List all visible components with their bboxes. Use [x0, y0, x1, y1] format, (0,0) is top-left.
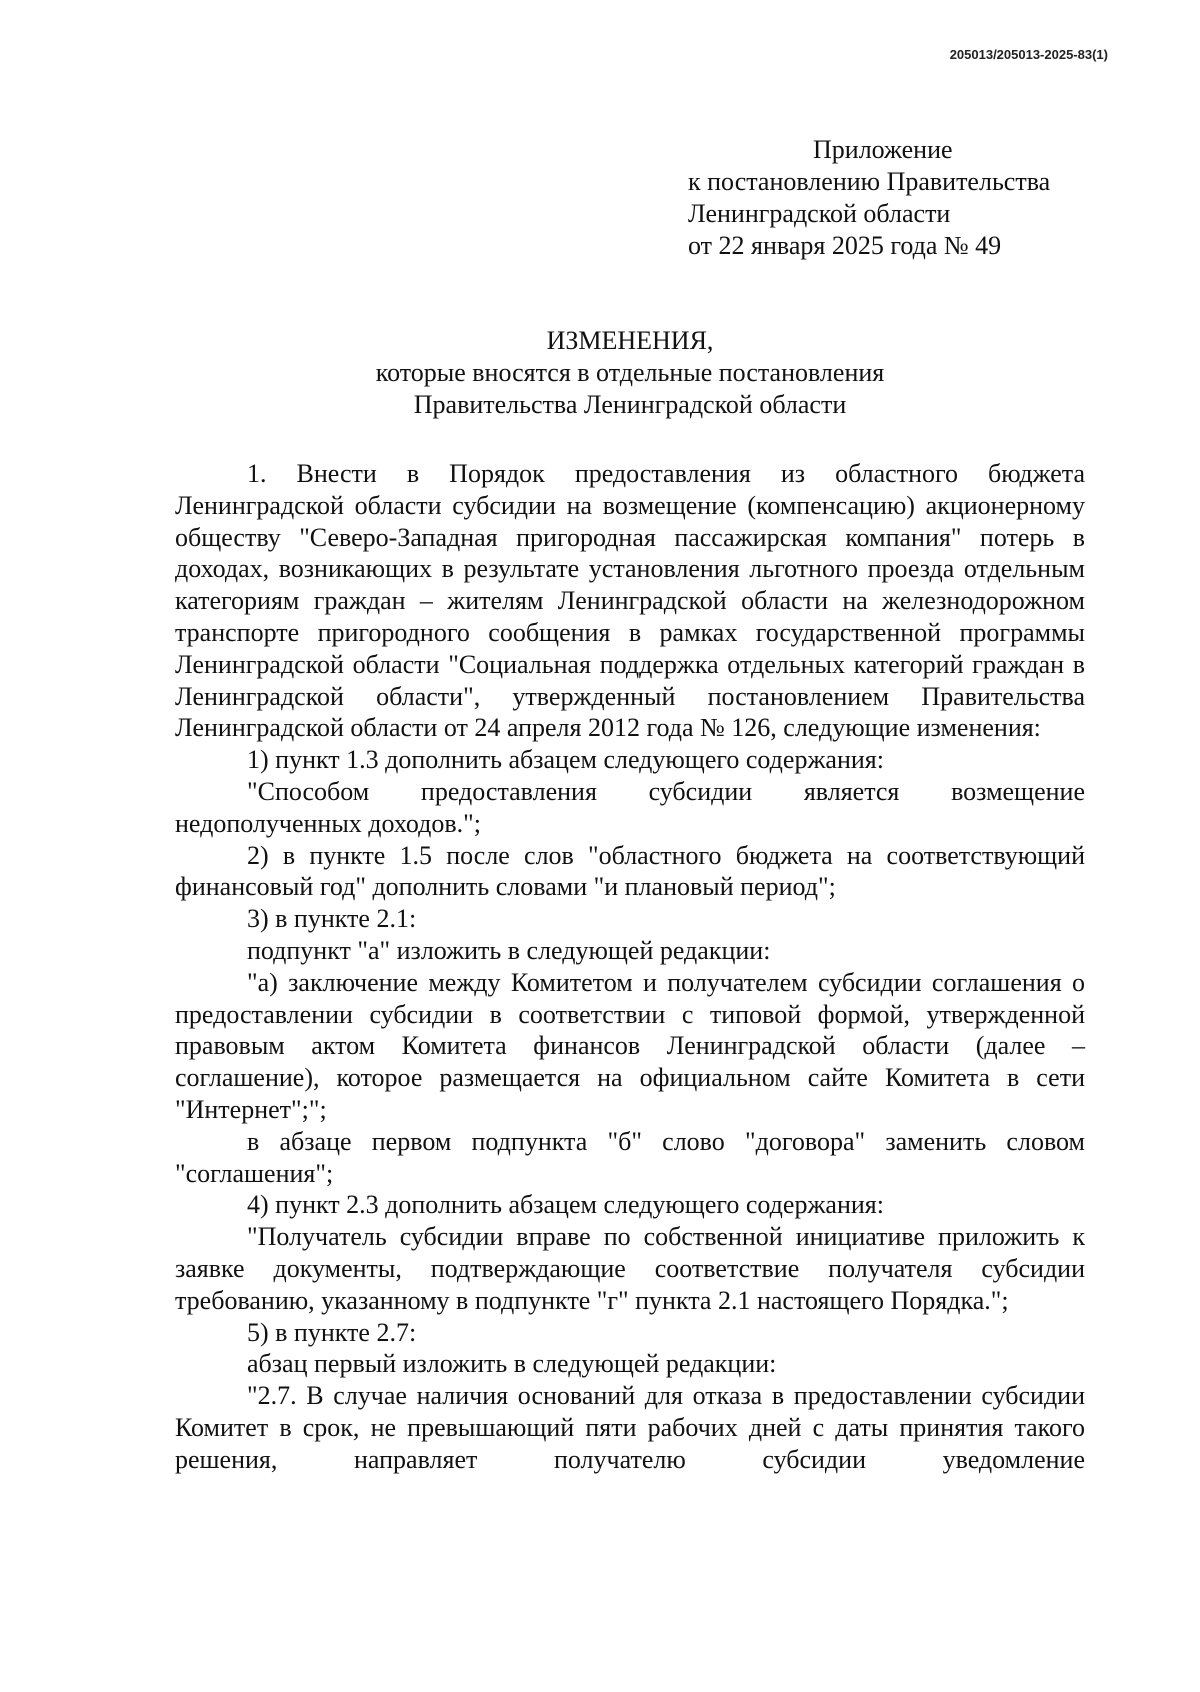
- paragraph-subitem-2: 2) в пункте 1.5 после слов "областного бюджета на соответствующий финансовый год" дополнить словами "и плановый период";: [175, 840, 1085, 902]
- paragraph-subitem-b: в абзаце первом подпункта "б" слово "договора" заменить словом "соглашения";: [175, 1126, 1085, 1188]
- heading-title: ИЗМЕНЕНИЯ,: [546, 326, 714, 355]
- appendix-label: Приложение: [813, 135, 953, 164]
- document-body: [175, 458, 1085, 1476]
- appendix-block: [688, 134, 1050, 262]
- document-registration-number: 205013/205013-2025-83(1): [949, 47, 1108, 62]
- appendix-line-2: к постановлению Правительства: [688, 167, 1051, 196]
- paragraph-quote-1: "Способом предоставления субсидии является возмещение недополученных доходов.";: [175, 776, 1085, 838]
- appendix-date-number: от 22 января 2025 года № 49: [688, 231, 1002, 260]
- paragraph-quote-a: "а) заключение между Комитетом и получателем субсидии соглашения о предоставлении субсидии в соответствии с типовой формой, утвержденной правовым актом Комитета финансов Ленинградской области (далее – соглашение), которое размещается на официальном сайте Комитета в сети "Интернет";";: [175, 967, 1085, 1124]
- paragraph-subitem-5: 5) в пункте 2.7:: [247, 1317, 417, 1347]
- paragraph-subitem-4: 4) пункт 2.3 дополнить абзацем следующего содержания:: [247, 1190, 884, 1220]
- document-heading: [175, 325, 1085, 421]
- paragraph-quote-4: "Получатель субсидии вправе по собственной инициативе приложить к заявке документы, подтверждающие соответствие получателя субсидии требованию, указанному в подпункте "г" пункта 2.1 настоящего Порядка.";: [175, 1222, 1085, 1315]
- paragraph-subitem-3: 3) в пункте 2.1:: [247, 904, 417, 934]
- heading-subtitle-1: которые вносятся в отдельные постановления: [375, 358, 885, 387]
- heading-subtitle-2: Правительства Ленинградской области: [413, 390, 847, 419]
- paragraph-subitem-1: 1) пункт 1.3 дополнить абзацем следующего содержания:: [247, 745, 884, 775]
- appendix-line-3: Ленинградской области: [688, 199, 951, 228]
- paragraph-subitem-3-intro: подпункт "а" изложить в следующей редакции:: [247, 935, 771, 965]
- paragraph-item-1: 1. Внести в Порядок предоставления из областного бюджета Ленинградской области субсидии на возмещение (компенсацию) акционерному обществу "Северо-Западная пригородная пассажирская компания" потерь в доходах, возникающих в результате установления льготного проезда отдельным категориям граждан – жителям Ленинградской области на железнодорожном транспорте пригородного сообщения в рамках государственной программы Ленинградской области "Социальная поддержка отдельных категорий граждан в Ленинградской области", утвержденный постановлением Правительства Ленинградской области от 24 апреля 2012 года № 126, следующие изменения:: [175, 459, 1085, 743]
- paragraph-quote-2-7: "2.7. В случае наличия оснований для отказа в предоставлении субсидии Комитет в срок, не превышающий пяти рабочих дней с даты принятия такого решения, направляет получателю субсидии уведомление: [175, 1381, 1085, 1474]
- paragraph-subitem-5-intro: абзац первый изложить в следующей редакции:: [247, 1349, 777, 1379]
